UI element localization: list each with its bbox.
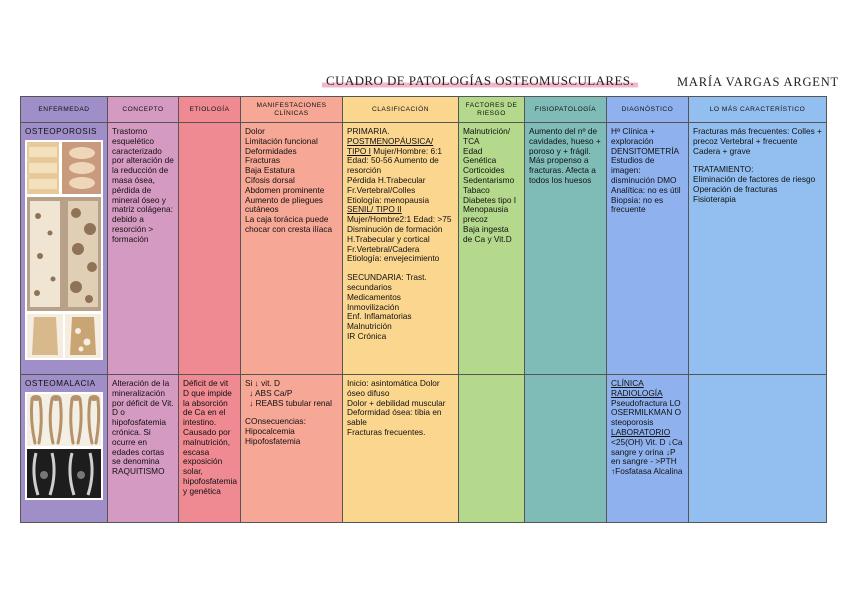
risk-factor-item: Baja ingesta de Ca y Vit.D	[463, 223, 512, 244]
concept-text: Trastorno esquelético caracterizado por alteración de la reducción de masa ósea, pérdida de mineral óseo y matriz colágena: debido a resorción > formación	[112, 126, 174, 244]
classification-line: Inmovilización	[347, 301, 400, 312]
column-header: DIAGNÓSTICO	[607, 97, 689, 123]
diagnosis-radiology-title: RADIOLOGÍA	[611, 387, 663, 398]
characteristic-cell	[689, 375, 827, 523]
osteoporosis-bone-images	[25, 140, 103, 360]
physiopathology-text: Aumento del nº de cavidades, hueso + poroso y + frágil. Más propenso a fracturas. Afecta a todos los huesos	[529, 126, 601, 185]
classification-type1-title: POSTMENOPÁUSICA/ TIPO I	[347, 135, 434, 156]
disease-cell	[21, 375, 108, 523]
classification-line: Malnutrición	[347, 321, 392, 332]
risk-factor-item: Edad	[463, 145, 483, 156]
column-header: MANIFESTACIONES CLÍNICAS	[241, 97, 343, 123]
concept-text: Alteración de la mineralización por déficit de Vit. D o hipofosfatemia crónica. Si ocurre en edades cortas se denomina RAQUITISMO	[112, 378, 174, 477]
table-row	[21, 123, 827, 375]
manifestation-item: Si ↓ vit. D	[245, 378, 281, 388]
column-header: LO MÁS CARACTERÍSTICO	[689, 97, 827, 123]
risk-factor-item: Menopausia precoz	[463, 204, 509, 225]
classification-type2-title: SENIL/ TIPO II	[347, 204, 402, 215]
risk-factor-item: Diabetes tipo I	[463, 194, 517, 205]
manifestations-cell	[241, 375, 343, 523]
risk-factor-item: Malnutrición/ TCA	[463, 126, 511, 146]
classification-line: Fr.Vertebral/Cadera	[347, 243, 420, 254]
physiopathology-cell	[525, 123, 607, 375]
column-header: FACTORES DE RIESGO	[459, 97, 525, 123]
column-header: ENFERMEDAD	[21, 97, 108, 123]
disease-name: OSTEOMALACIA	[25, 379, 96, 388]
classification-line: Fr.Vertebral/Colles	[347, 184, 416, 195]
risk-factor-item: Corticoides	[463, 165, 505, 176]
physiopathology-cell	[525, 375, 607, 523]
author-name: MARÍA VARGAS ARGENT	[677, 75, 839, 89]
classification-type2-text: Mujer/Hombre2:1 Edad: >75 Disminución de formación H.Trabecular y cortical	[347, 214, 452, 244]
consequence-item: Hipofosfatemia	[245, 435, 301, 446]
classification-line: IR Crónica	[347, 330, 387, 341]
manifestation-item: Dolor	[245, 126, 265, 136]
diagnosis-cell	[607, 123, 689, 375]
risk-factor-item: Tabaco	[463, 184, 490, 195]
diagnosis-radiology-text: Pseudofractura LOOSERMILKMAN Osteoporosis	[611, 397, 682, 428]
manifestation-item: Fracturas	[245, 155, 281, 166]
classification-line: Etiología: envejecimiento	[347, 253, 440, 264]
column-header: CONCEPTO	[108, 97, 179, 123]
disease-cell	[21, 123, 108, 375]
classification-line: Fracturas frecuentes.	[347, 426, 426, 437]
manifestation-item: Cifosis dorsal	[245, 174, 295, 185]
manifestation-item: Aumento de pliegues cutáneos	[245, 194, 323, 215]
concept-cell	[108, 123, 179, 375]
classification-cell	[343, 123, 459, 375]
consequence-item: Hipocalcemia	[245, 426, 295, 437]
manifestation-item: La caja torácica puede chocar con cresta ilíaca	[245, 214, 333, 234]
osteomalacia-skeleton-images	[25, 392, 103, 500]
diagnosis-cell	[607, 375, 689, 523]
diagnosis-lab-title: LABORATORIO	[611, 426, 671, 437]
manifestation-item: Baja Estatura	[245, 165, 295, 176]
classification-type1-text: Mujer/Hombre: 6:1 Edad: 50-56 Aumento de resorción	[347, 145, 443, 176]
table-row	[21, 375, 827, 523]
classification-line: Inicio: asintomática Dolor óseo difuso	[347, 378, 440, 398]
page-title: CUADRO DE PATOLOGÍAS OSTEOMUSCULARES.	[322, 73, 638, 89]
classification-cell	[343, 375, 459, 523]
risk-factors-cell	[459, 123, 525, 375]
risk-factor-item: Sedentarismo	[463, 174, 515, 185]
manifestation-item: Limitación funcional	[245, 135, 318, 146]
classification-line: Dolor + debilidad muscular	[347, 397, 446, 408]
etiology-cell	[179, 375, 241, 523]
classification-line: Enf. Inflamatorias	[347, 311, 412, 322]
etiology-text: Déficit de vit D que impide la absorción de Ca en el intestino. Causado por malnutrición, escasa exposición solar, hipofosfatemia y genética	[183, 378, 237, 496]
etiology-cell	[179, 123, 241, 375]
header-row	[21, 97, 827, 123]
classification-primary-title: PRIMARIA.	[347, 126, 390, 136]
characteristic-cell	[689, 123, 827, 375]
manifestation-item: ↓ ABS Ca/P	[249, 387, 293, 398]
diagnosis-clinic-title: CLÍNICA	[611, 378, 644, 388]
concept-cell	[108, 375, 179, 523]
characteristic-fractures: Fracturas más frecuentes: Colles + precoz Vertebral + frecuente Cadera + grave	[693, 126, 822, 156]
classification-line: Etiología: menopausia	[347, 194, 430, 205]
risk-factors-cell	[459, 375, 525, 523]
consequences-title: COnsecuencias:	[245, 416, 306, 427]
manifestation-item: Deformidades	[245, 145, 297, 156]
diagnosis-text: Hª Clínica + exploración DENSITOMETRÍA Estudios de imagen: disminución DMO Analítica: no es útil Biopsia: no es frecuente	[611, 126, 681, 215]
classification-line: Deformidad ósea: tibia en sable	[347, 407, 442, 428]
column-header: FISIOPATOLOGÍA	[525, 97, 607, 123]
risk-factor-item: Genética	[463, 155, 497, 166]
classification-line: Medicamentos	[347, 291, 401, 302]
treatment-title: TRATAMIENTO:	[693, 164, 754, 175]
column-header: ETIOLOGÍA	[179, 97, 241, 123]
classification-line: Pérdida H.Trabecular	[347, 174, 426, 185]
manifestation-item: ↓ REABS tubular renal	[249, 397, 333, 408]
classification-secondary-text: Trast. secundarios	[347, 272, 427, 292]
treatment-text: Eliminación de factores de riesgo Operación de fracturas Fisioterapia	[693, 174, 816, 204]
disease-name: OSTEOPOROSIS	[25, 127, 97, 136]
manifestations-cell	[241, 123, 343, 375]
manifestation-item: Abdomen prominente	[245, 184, 325, 195]
diagnosis-lab-text: <25(OH) Vit. D ↓Ca sangre y orina ↓P en sangre - >PTH ↑Fosfatasa Alcalina	[611, 436, 683, 477]
classification-secondary-title: SECUNDARIA:	[347, 272, 404, 283]
pathology-table	[20, 96, 827, 523]
column-header: CLASIFICACIÓN	[343, 97, 459, 123]
